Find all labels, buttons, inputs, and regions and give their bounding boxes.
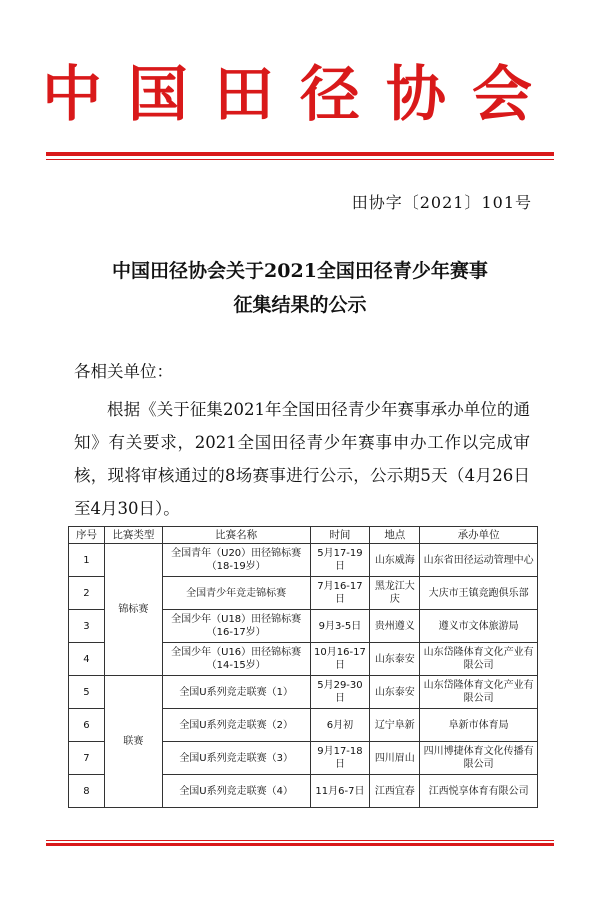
footer-divider-thick xyxy=(46,843,554,846)
body-paragraph: 根据《关于征集2021年全国田径青少年赛事承办单位的通知》有关要求，2021全国田径青少年赛事申办工作以完成审核，现将审核通过的8场赛事进行公示，公示期5天（4月26日至4月30日）。 xyxy=(74,400,530,518)
event-name: 全国青少年竞走锦标赛 xyxy=(162,577,310,610)
event-name: 全国U系列竞走联赛（3） xyxy=(162,742,310,775)
column-header: 承办单位 xyxy=(420,527,538,544)
document-title-line2: 征集结果的公示 xyxy=(233,294,367,316)
competition-type: 锦标赛 xyxy=(104,544,162,676)
table-header-row xyxy=(69,527,538,544)
column-header: 时间 xyxy=(310,527,370,544)
column-header: 地点 xyxy=(370,527,420,544)
event-time: 9月3-5日 xyxy=(310,610,370,643)
column-header: 比赛类型 xyxy=(104,527,162,544)
table-row xyxy=(69,676,538,709)
footer-divider-thin xyxy=(46,840,554,841)
event-name: 全国青年（U20）田径锦标赛（18-19岁） xyxy=(162,544,310,577)
row-number: 8 xyxy=(69,775,105,808)
competition-type: 联赛 xyxy=(104,676,162,808)
row-number: 3 xyxy=(69,610,105,643)
event-name: 全国U系列竞走联赛（2） xyxy=(162,709,310,742)
event-place: 江西宜春 xyxy=(370,775,420,808)
event-time: 10月16-17日 xyxy=(310,643,370,676)
event-place: 黑龙江大庆 xyxy=(370,577,420,610)
row-number: 2 xyxy=(69,577,105,610)
event-time: 7月16-17日 xyxy=(310,577,370,610)
salutation: 各相关单位： xyxy=(74,362,173,381)
row-number: 4 xyxy=(69,643,105,676)
document-number: 田协字〔2021〕101号 xyxy=(351,193,532,212)
row-number: 7 xyxy=(69,742,105,775)
event-host: 阜新市体育局 xyxy=(420,709,538,742)
column-header: 比赛名称 xyxy=(162,527,310,544)
event-time: 5月29-30日 xyxy=(310,676,370,709)
document-title-line1: 中国田径协会关于2021全国田径青少年赛事 xyxy=(112,260,488,282)
event-time: 6月初 xyxy=(310,709,370,742)
event-time: 9月17-18日 xyxy=(310,742,370,775)
event-host: 大庆市王镇竞跑俱乐部 xyxy=(420,577,538,610)
event-host: 江西悦享体育有限公司 xyxy=(420,775,538,808)
row-number: 6 xyxy=(69,709,105,742)
header-divider-thin xyxy=(46,159,554,160)
event-time: 5月17-19日 xyxy=(310,544,370,577)
event-place: 山东泰安 xyxy=(370,676,420,709)
column-header: 序号 xyxy=(69,527,105,544)
event-name: 全国U系列竞走联赛（4） xyxy=(162,775,310,808)
event-time: 11月6-7日 xyxy=(310,775,370,808)
row-number: 1 xyxy=(69,544,105,577)
results-table xyxy=(68,526,538,808)
event-place: 山东威海 xyxy=(370,544,420,577)
event-host: 山东岱隆体育文化产业有限公司 xyxy=(420,643,538,676)
event-host: 山东岱隆体育文化产业有限公司 xyxy=(420,676,538,709)
row-number: 5 xyxy=(69,676,105,709)
table-row xyxy=(69,544,538,577)
event-host: 山东省田径运动管理中心 xyxy=(420,544,538,577)
event-name: 全国少年（U16）田径锦标赛（14-15岁） xyxy=(162,643,310,676)
event-name: 全国U系列竞走联赛（1） xyxy=(162,676,310,709)
event-name: 全国少年（U18）田径锦标赛（16-17岁） xyxy=(162,610,310,643)
event-place: 贵州遵义 xyxy=(370,610,420,643)
event-place: 山东泰安 xyxy=(370,643,420,676)
header-divider-thick xyxy=(46,152,554,156)
event-host: 四川博捷体育文化传播有限公司 xyxy=(420,742,538,775)
event-host: 遵义市文体旅游局 xyxy=(420,610,538,643)
organization-header: 中国田径协会 xyxy=(42,60,558,130)
event-place: 四川眉山 xyxy=(370,742,420,775)
event-place: 辽宁阜新 xyxy=(370,709,420,742)
